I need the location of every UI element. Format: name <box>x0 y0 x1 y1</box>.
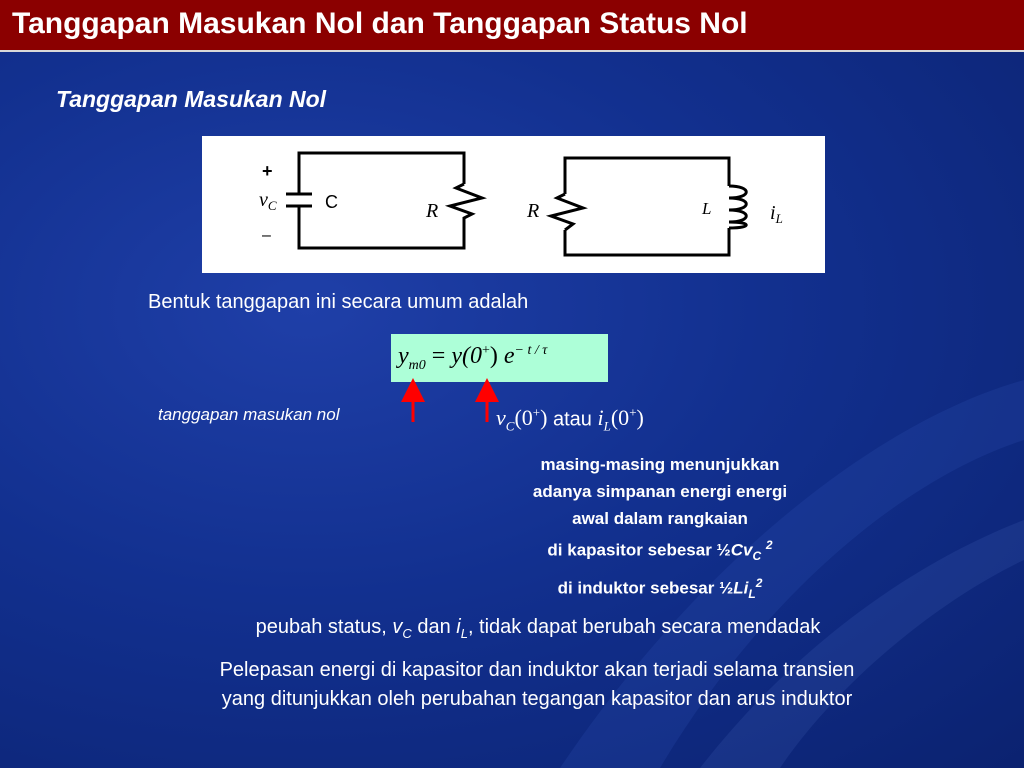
il-label: $i_L$ <box>770 202 783 226</box>
release-line-2: yang ditunjukkan oleh perubahan tegangan kapasitor dan arus induktor <box>221 688 853 710</box>
energy-release-text <box>112 656 962 714</box>
rc-circuit <box>286 153 482 248</box>
rl-circuit <box>551 158 746 255</box>
energy-note <box>470 451 850 608</box>
note-line-3: awal dalam rangkaian <box>572 509 748 528</box>
plus-sign: + <box>262 161 273 181</box>
general-form-text: Bentuk tanggapan ini secara umum adalah <box>148 291 529 313</box>
initial-condition-label: $v_C(0^+)$ atau $i_L(0^+)$ <box>496 405 644 434</box>
note-line-2: adanya simpanan energi energi <box>532 482 788 501</box>
note-capacitor-energy: di kapasitor sebesar $\frac{1}{2}Cv_C$ $^2$ <box>547 538 773 564</box>
resistor-label-1: R <box>426 200 439 222</box>
zero-input-label: tanggapan masukan nol <box>158 405 340 424</box>
formula-box <box>391 334 608 382</box>
resistor-label-2: R <box>527 200 540 222</box>
circuit-drawing <box>202 136 825 273</box>
capacitor-label: C <box>325 192 338 212</box>
slide-title: Tanggapan Masukan Nol dan Tanggapan Status Nol <box>12 7 748 40</box>
section-heading: Tanggapan Masukan Nol <box>56 86 327 112</box>
release-line-1: Pelepasan energi di kapasitor dan induktor akan terjadi selama transien <box>219 659 855 681</box>
note-inductor-energy: di induktor sebesar $\frac{1}{2}Li_L^2$ <box>557 576 763 602</box>
circuit-diagram <box>202 136 825 273</box>
inductor-label: L <box>702 199 712 218</box>
note-line-1: masing-masing menunjukkan <box>540 455 780 474</box>
title-bar <box>0 0 1024 52</box>
state-variables-text: peubah status, $v_C$ dan $i_L$, tidak dapat berubah secara mendadak <box>255 616 821 641</box>
vc-label: $v_C$ <box>259 189 277 213</box>
minus-sign: – <box>262 227 271 244</box>
zero-input-formula: $y_{m0} = y(0^+)$ $e^{- t / \tau}$ <box>398 343 548 373</box>
